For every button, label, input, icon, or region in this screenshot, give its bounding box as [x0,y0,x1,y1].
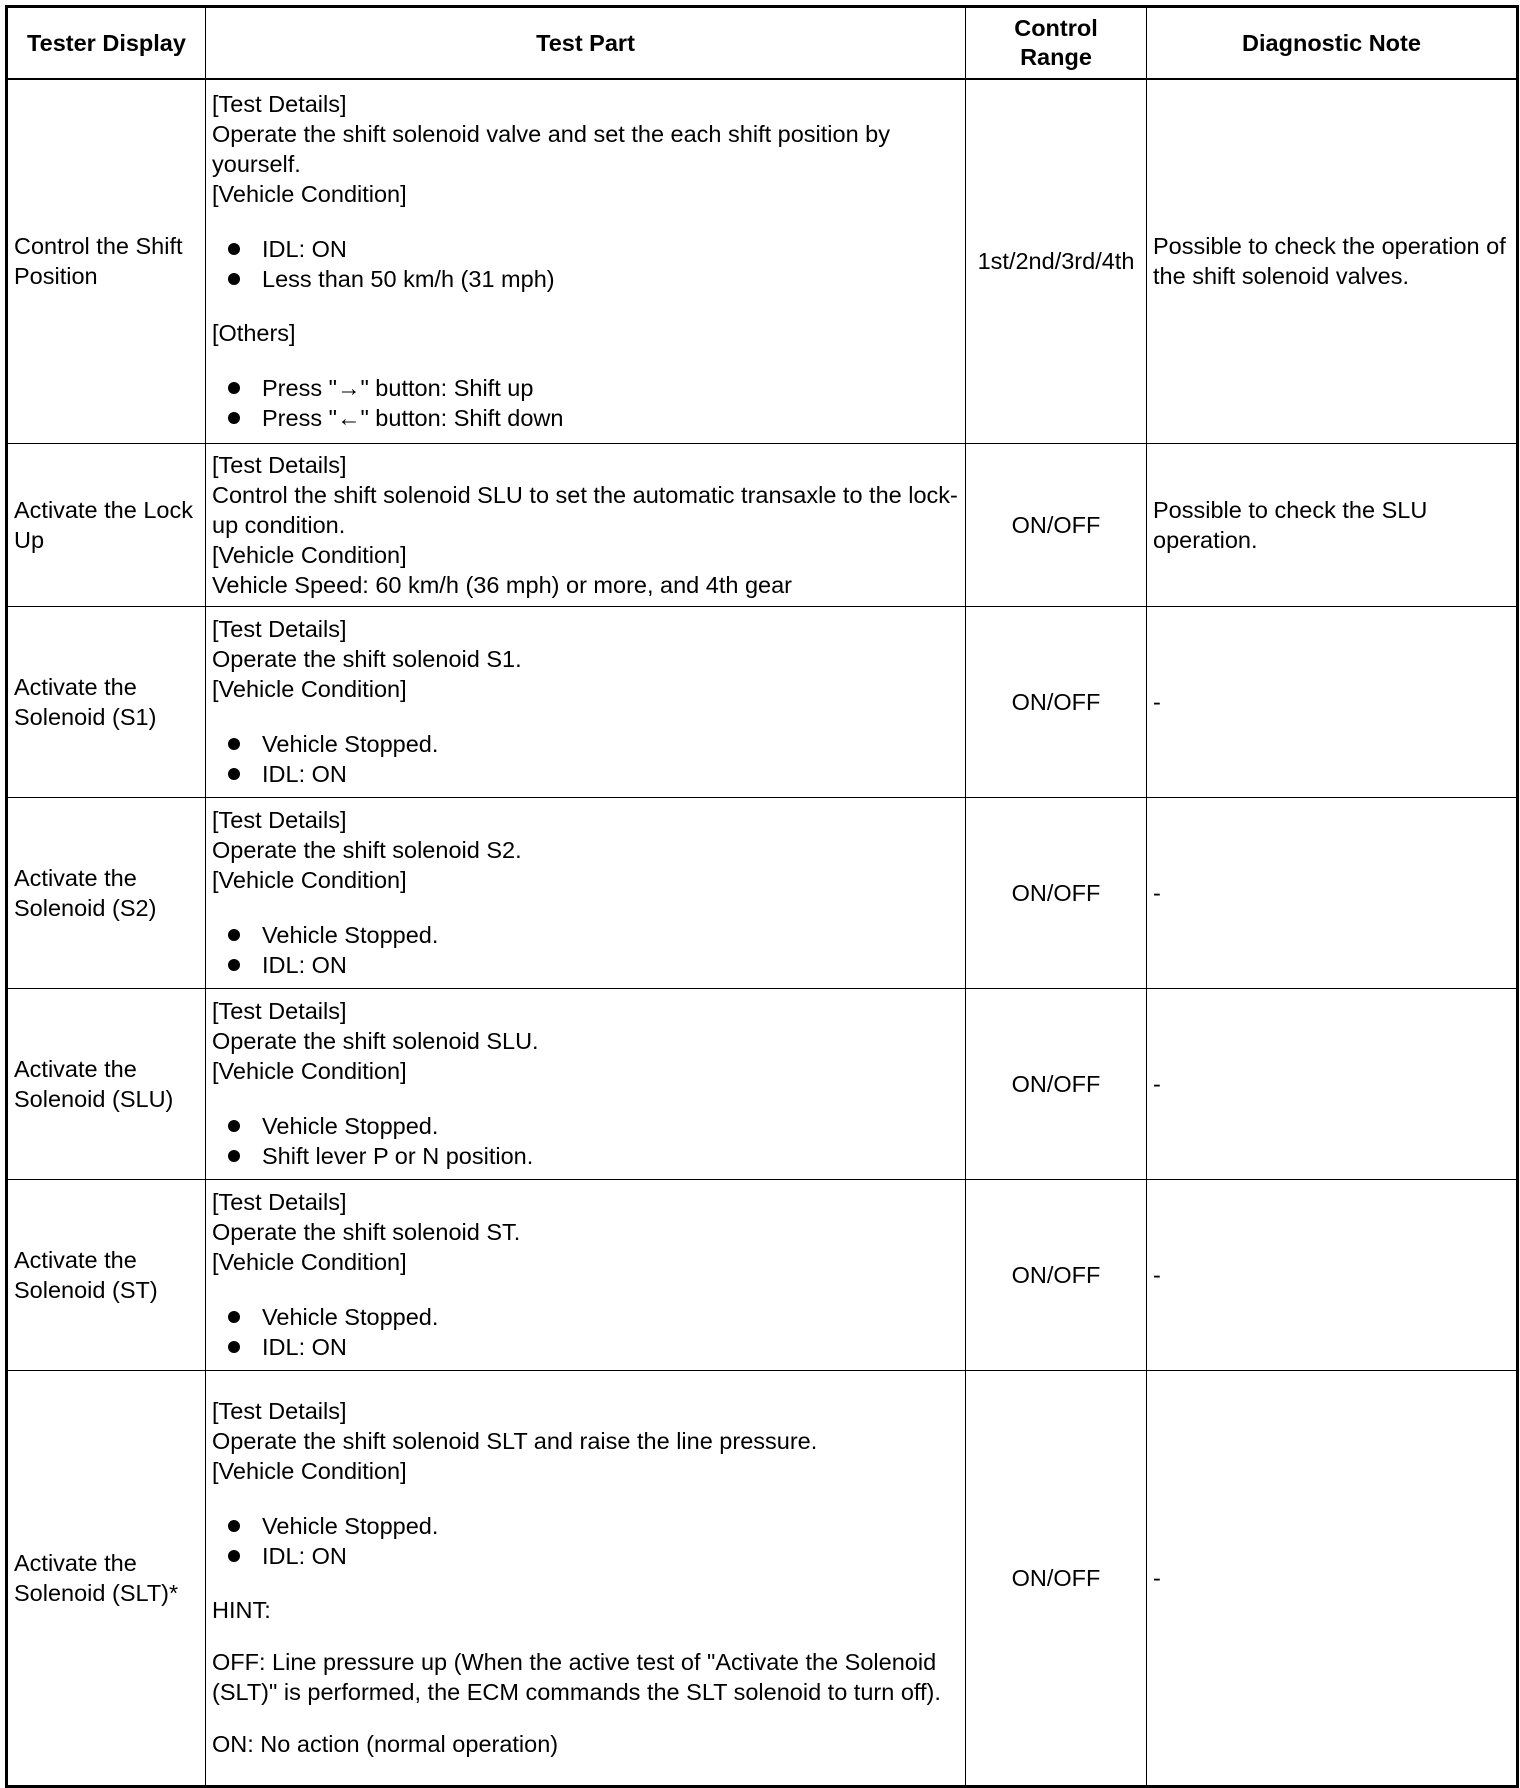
condition-text: Vehicle Stopped. [262,1304,439,1330]
diagnostic-note-cell: Possible to check the SLU operation. [1147,443,1518,606]
list-item [226,373,959,403]
vehicle-condition-label: [Vehicle Condition] [212,1249,407,1275]
test-part-cell [206,797,966,988]
tester-display-cell: Control the Shift Position [7,79,206,443]
control-range-cell: ON/OFF [966,606,1147,797]
bullet-icon [228,1311,240,1323]
list-item [226,920,959,950]
condition-list [212,920,959,980]
bullet-icon [228,1120,240,1132]
condition-text: Less than 50 km/h (31 mph) [262,266,555,293]
list-item [226,1111,959,1141]
vehicle-condition-label: [Vehicle Condition] [212,867,407,893]
bullet-icon [228,412,240,424]
condition-list [212,1111,959,1171]
list-item [226,729,959,759]
control-range-cell: ON/OFF [966,988,1147,1179]
test-details-text: Operate the shift solenoid valve and set the each shift position by yourself. [212,121,891,178]
test-details-text: Operate the shift solenoid S2. [212,837,522,863]
tester-display-cell: Activate the Solenoid (S1) [7,606,206,797]
diagnostic-note-cell: - [1147,1370,1518,1786]
test-part-cell [206,988,966,1179]
bullet-icon [228,1150,240,1162]
vehicle-condition-text: Vehicle Speed: 60 km/h (36 mph) or more, and 4th gear [212,571,792,598]
control-range-cell: ON/OFF [966,1370,1147,1786]
bullet-icon [228,243,240,255]
hint-off-text: OFF: Line pressure up (When the active test of "Activate the Solenoid (SLT)" is performed, the ECM commands the SLT solenoid to turn off). [212,1649,941,1705]
test-part-cell [206,443,966,606]
condition-list [212,729,959,789]
test-part-cell [206,1370,966,1786]
test-details-label: [Test Details] [212,451,347,478]
test-details-text: Operate the shift solenoid SLU. [212,1028,539,1054]
list-item [226,1541,959,1571]
hint-label: HINT: [212,1597,271,1623]
others-text: Press "→" button: Shift up [262,375,534,402]
bullet-icon [228,768,240,780]
condition-text: Vehicle Stopped. [262,1513,439,1539]
test-details-label: [Test Details] [212,91,347,118]
test-details-label: [Test Details] [212,998,347,1024]
test-details-label: [Test Details] [212,1189,347,1215]
table-row [7,797,1518,988]
diagnostic-note-cell: - [1147,1179,1518,1370]
list-item [226,1332,959,1362]
list-item [226,234,959,264]
condition-text: IDL: ON [262,952,347,978]
control-range-cell: ON/OFF [966,1179,1147,1370]
test-details-label: [Test Details] [212,616,347,642]
active-test-document [5,5,1516,1788]
test-details-text: Operate the shift solenoid SLT and raise the line pressure. [212,1428,818,1454]
others-text: Press "←" button: Shift down [262,405,564,432]
condition-text: IDL: ON [262,236,347,263]
test-details-label: [Test Details] [212,1398,347,1424]
list-item [226,264,959,294]
diagnostic-note-cell: - [1147,797,1518,988]
bullet-icon [228,1520,240,1532]
vehicle-condition-label: [Vehicle Condition] [212,181,407,208]
diagnostic-note-cell: Possible to check the operation of the shift solenoid valves. [1147,79,1518,443]
condition-list [212,1511,959,1571]
active-test-table [5,5,1519,1788]
hint-on-text: ON: No action (normal operation) [212,1731,559,1757]
vehicle-condition-label: [Vehicle Condition] [212,1458,407,1484]
vehicle-condition-label: [Vehicle Condition] [212,1058,407,1084]
tester-display-cell: Activate the Solenoid (SLT)* [7,1370,206,1786]
table-row [7,1370,1518,1786]
test-part-cell [206,79,966,443]
tester-display-cell: Activate the Solenoid (SLU) [7,988,206,1179]
test-part-cell [206,1179,966,1370]
tester-display-cell: Activate the Solenoid (S2) [7,797,206,988]
bullet-icon [228,382,240,394]
list-item [226,403,959,433]
bullet-icon [228,1550,240,1562]
header-tester-display: Tester Display [7,7,206,80]
header-control-range: Control Range [966,7,1147,80]
table-row [7,443,1518,606]
condition-text: IDL: ON [262,1334,347,1360]
vehicle-condition-label: [Vehicle Condition] [212,676,407,702]
test-details-label: [Test Details] [212,807,347,833]
list-item [226,950,959,980]
condition-list [212,1302,959,1362]
header-row [7,7,1518,80]
bullet-icon [228,273,240,285]
header-test-part: Test Part [206,7,966,80]
others-list [212,373,959,433]
table-row [7,606,1518,797]
condition-text: Vehicle Stopped. [262,1113,439,1139]
diagnostic-note-cell: - [1147,988,1518,1179]
condition-text: IDL: ON [262,761,347,787]
table-row [7,79,1518,443]
control-range-cell: 1st/2nd/3rd/4th [966,79,1147,443]
table-row [7,1179,1518,1370]
list-item [226,759,959,789]
control-range-cell: ON/OFF [966,443,1147,606]
bullet-icon [228,959,240,971]
diagnostic-note-cell: - [1147,606,1518,797]
tester-display-cell: Activate the Lock Up [7,443,206,606]
condition-text: IDL: ON [262,1543,347,1569]
control-range-cell: ON/OFF [966,797,1147,988]
others-label: [Others] [212,320,296,347]
list-item [226,1511,959,1541]
header-diagnostic-note: Diagnostic Note [1147,7,1518,80]
condition-list [212,234,959,294]
condition-text: Vehicle Stopped. [262,922,439,948]
tester-display-cell: Activate the Solenoid (ST) [7,1179,206,1370]
condition-text: Shift lever P or N position. [262,1143,534,1169]
bullet-icon [228,929,240,941]
condition-text: Vehicle Stopped. [262,731,439,757]
test-details-text: Control the shift solenoid SLU to set the automatic transaxle to the lock-up condition. [212,481,958,538]
list-item [226,1141,959,1171]
vehicle-condition-label: [Vehicle Condition] [212,541,407,568]
test-details-text: Operate the shift solenoid ST. [212,1219,521,1245]
test-details-text: Operate the shift solenoid S1. [212,646,522,672]
table-row [7,988,1518,1179]
list-item [226,1302,959,1332]
bullet-icon [228,1341,240,1353]
bullet-icon [228,738,240,750]
test-part-cell [206,606,966,797]
